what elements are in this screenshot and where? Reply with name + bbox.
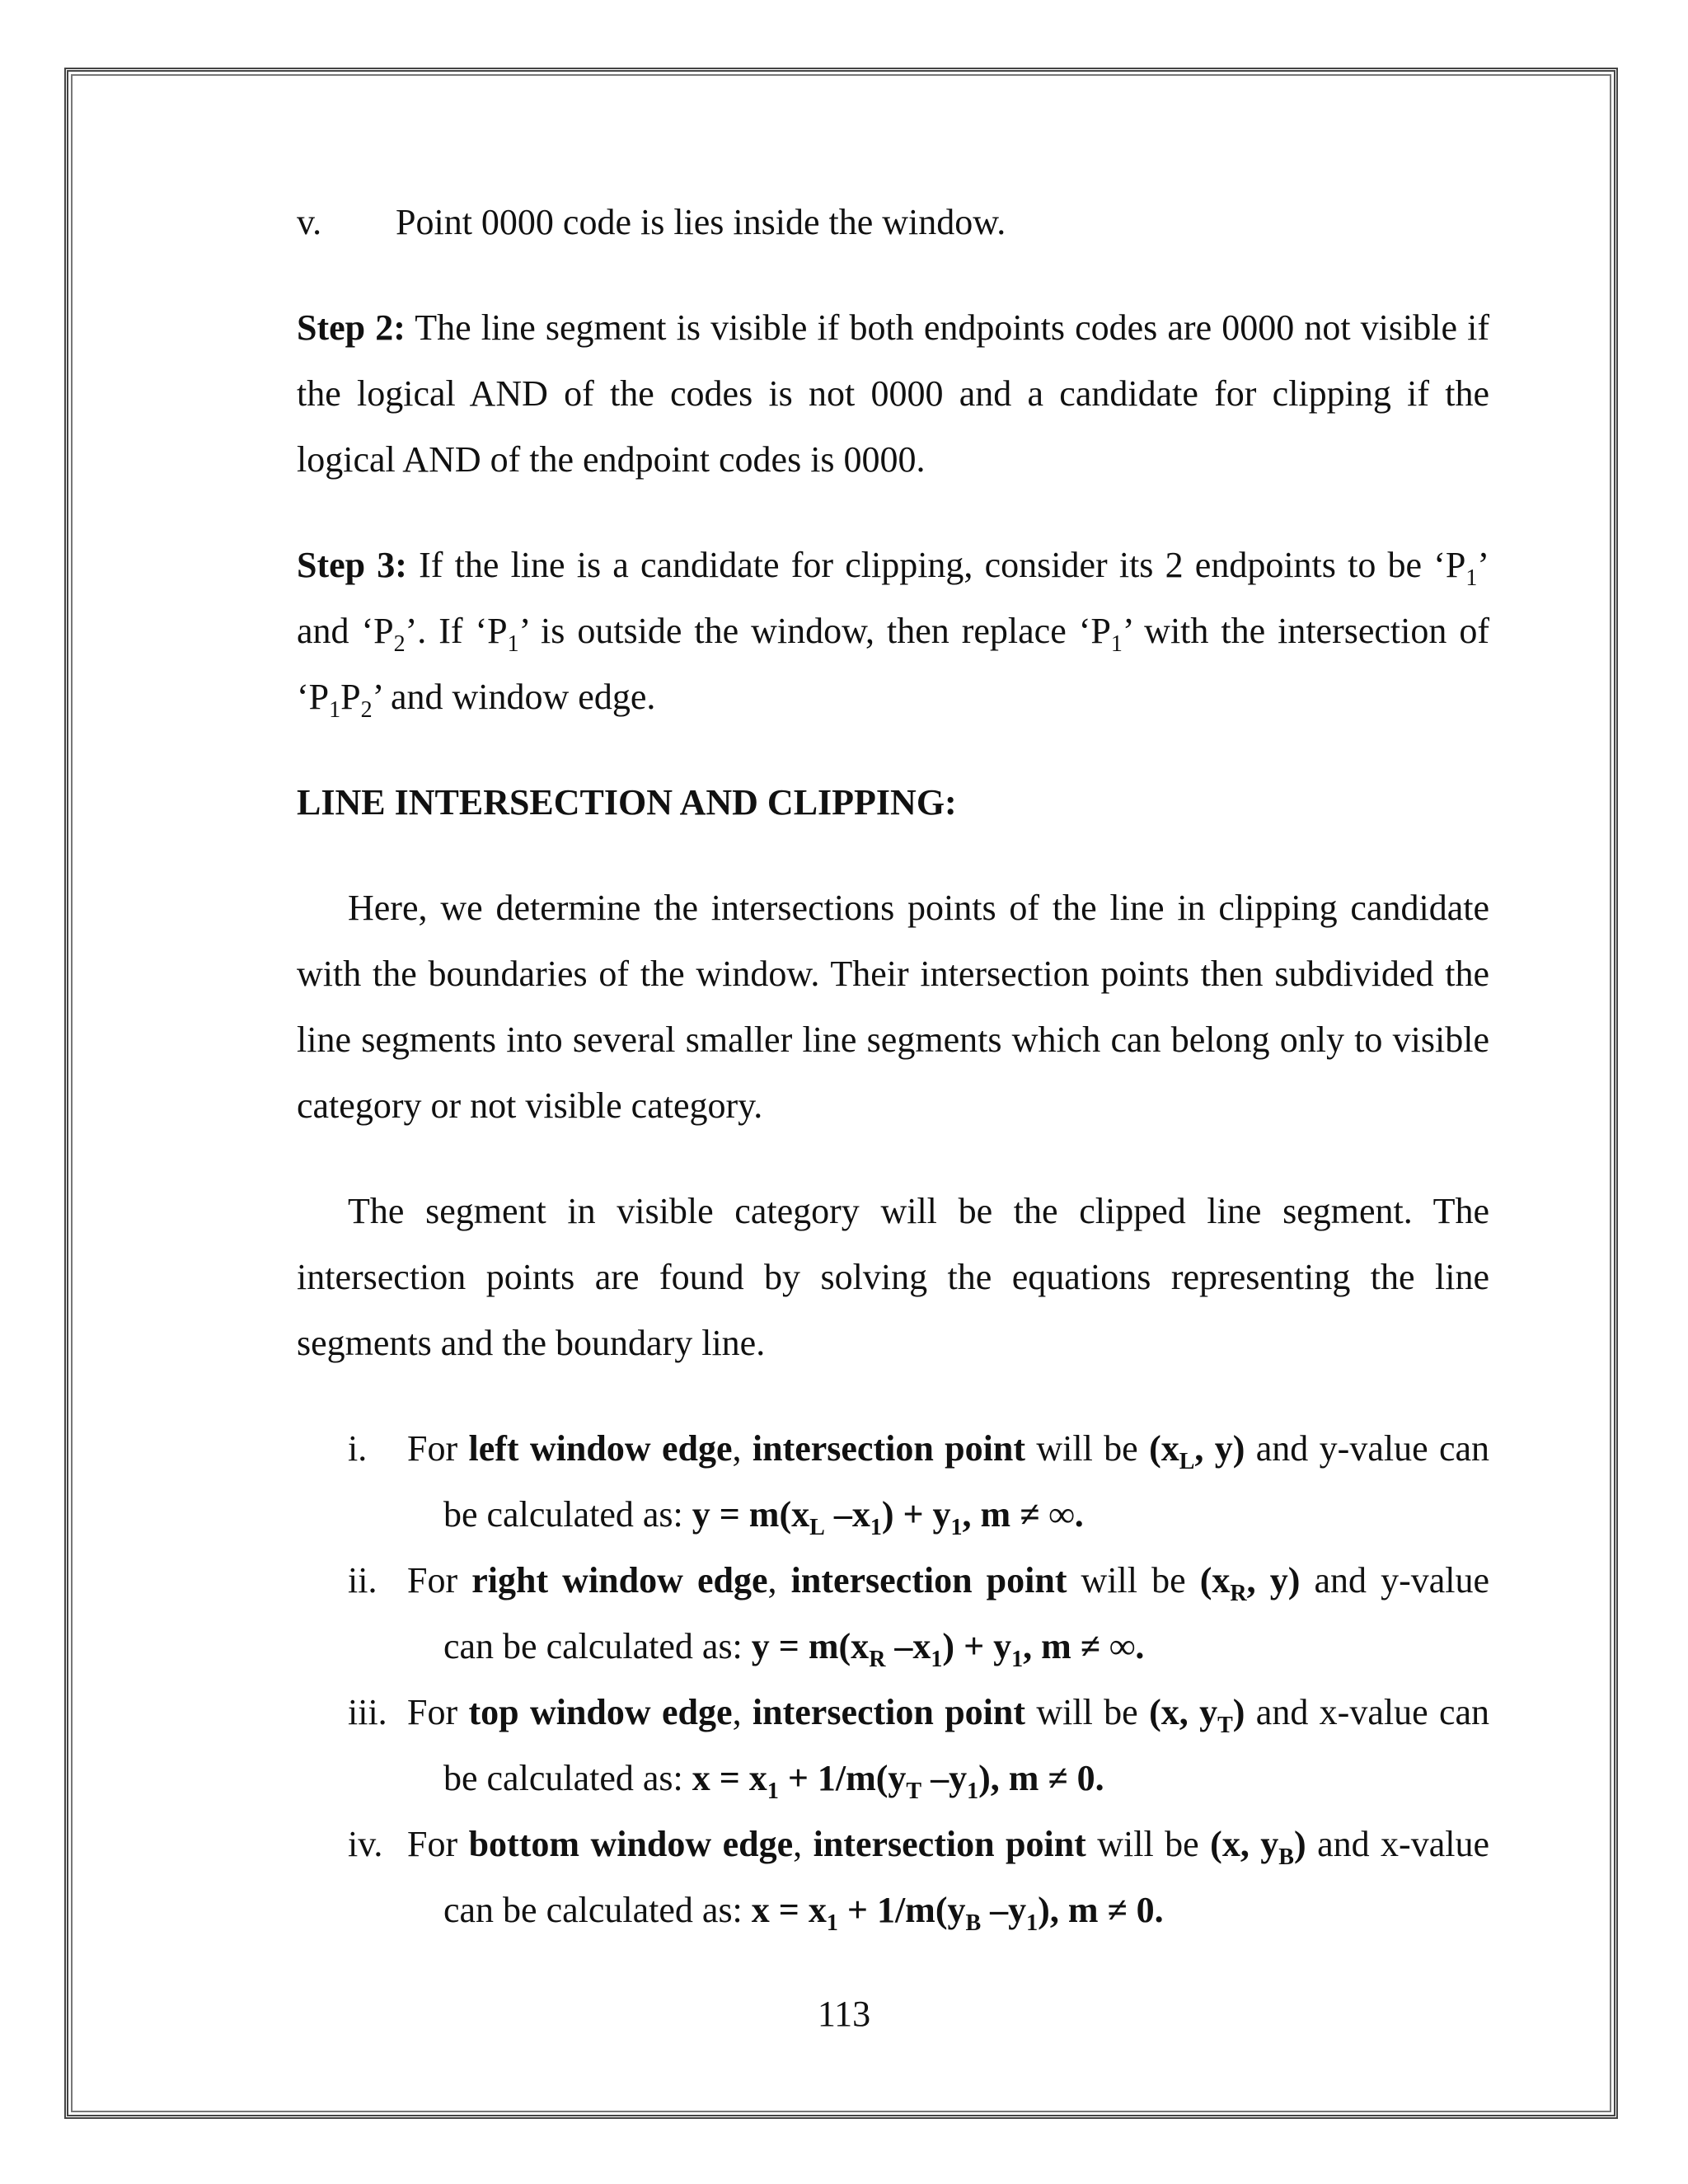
subscript: L [809, 1514, 825, 1540]
list-text: will be [1025, 1692, 1150, 1732]
intersection-point-label: intersection point [813, 1824, 1086, 1864]
subscript: B [965, 1910, 982, 1936]
list-text: and x-value can be calculated as: [443, 1692, 1490, 1798]
subscript: 2 [393, 630, 406, 657]
subscript: T [1217, 1712, 1233, 1738]
formula [751, 1890, 1164, 1936]
subscript: 1 [870, 1514, 882, 1540]
list-text: For [407, 1692, 469, 1732]
list-text: and y-value can be calculated as: [443, 1560, 1490, 1666]
paragraph-visible-category: The segment in visible category will be the clipped line segment. The intersection points are found by solving the equations representing the line segments and the boundary line. [297, 1191, 1489, 1363]
edge-name: bottom window edge [468, 1824, 794, 1864]
list-marker-v: v. [297, 202, 322, 242]
formula-part: , m ≠ ∞. [962, 1494, 1084, 1535]
edge-name: top window edge [468, 1692, 733, 1732]
formula-part: x = x [751, 1890, 827, 1930]
formula-part: ) + y [942, 1626, 1012, 1666]
page-number: 113 [817, 1994, 871, 2034]
subscript: B [1278, 1844, 1294, 1870]
edge-name: right window edge [471, 1560, 768, 1601]
subscript: 1 [950, 1514, 963, 1540]
subscript: L [1179, 1448, 1195, 1474]
formula [751, 1626, 1145, 1672]
formula-part: y = m(x [751, 1626, 870, 1666]
point-part: (x [1149, 1428, 1179, 1469]
list-text: , [793, 1824, 814, 1864]
section-heading: LINE INTERSECTION AND CLIPPING: [297, 782, 957, 823]
point-part: (x, y [1149, 1692, 1218, 1732]
point-part: ) [1293, 1824, 1306, 1864]
intersection-point-label: intersection point [752, 1692, 1026, 1732]
subscript: 1 [767, 1778, 779, 1804]
point-part: (x, y [1210, 1824, 1279, 1864]
step-3-text: ’. If ‘P [405, 611, 508, 651]
list-text: For [407, 1824, 469, 1864]
list-text: , [732, 1692, 753, 1732]
step-3-text: ’ with the intersection of ‘P [297, 611, 1489, 717]
subscript: 1 [1011, 1646, 1024, 1672]
step-3-text: If the line is a candidate for clipping, consider its 2 endpoints to be ‘P [406, 545, 1466, 585]
step-2-paragraph [297, 295, 1489, 493]
list-marker: iv. [348, 1824, 383, 1864]
step-3-text: ’ and ‘P [297, 545, 1489, 651]
list-item [297, 1548, 1489, 1680]
list-item [297, 1680, 1489, 1811]
formula-part: y = m(x [692, 1494, 810, 1535]
list-text: , [767, 1560, 791, 1601]
point-expression [1149, 1692, 1245, 1738]
intersection-point-label: intersection point [752, 1428, 1025, 1469]
formula-part: –x [885, 1626, 931, 1666]
list-text: , [732, 1428, 753, 1469]
intersection-point-label: intersection point [790, 1560, 1067, 1601]
formula-part: –y [921, 1758, 968, 1798]
formula [692, 1758, 1104, 1804]
list-item [297, 1811, 1489, 1943]
formula-part: ) + y [881, 1494, 951, 1535]
step-3-text: ’ is outside the window, then replace ‘P [518, 611, 1111, 651]
page-content [297, 190, 1489, 1943]
subscript: 1 [507, 630, 519, 657]
list-text: will be [1085, 1824, 1211, 1864]
list-marker: i. [348, 1428, 368, 1469]
list-marker: iii. [348, 1692, 387, 1732]
list-text: will be [1025, 1428, 1150, 1469]
point-part: , y) [1194, 1428, 1245, 1469]
edge-name: left window edge [468, 1428, 733, 1469]
subscript: 2 [360, 696, 373, 723]
point-expression [1210, 1824, 1306, 1870]
formula-part: –x [824, 1494, 870, 1535]
subscript: T [906, 1778, 922, 1804]
list-text: For [407, 1428, 469, 1469]
subscript: 1 [1026, 1910, 1039, 1936]
list-text: For [407, 1560, 472, 1601]
step-2-label: Step 2: [297, 307, 406, 348]
paragraph-intersections: Here, we determine the intersections points of the line in clipping candidate with the boundaries of the window. Their intersection points then subdivided the line segments into several smaller line segments which can belong only to visible category or not visible category. [297, 888, 1489, 1126]
list-item-v [297, 190, 1489, 255]
point-part: (x [1199, 1560, 1231, 1601]
point-part: , y) [1246, 1560, 1301, 1601]
subscript: 1 [329, 696, 341, 723]
subscript: 1 [931, 1646, 943, 1672]
step-3-text: P [340, 677, 361, 717]
subscript: R [869, 1646, 886, 1672]
formula-part: + 1/m(y [837, 1890, 966, 1930]
list-marker: ii. [348, 1560, 377, 1601]
formula-part: ), m ≠ 0. [978, 1758, 1104, 1798]
list-item [297, 1416, 1489, 1548]
formula-part: x = x [692, 1758, 767, 1798]
subscript: 1 [826, 1910, 838, 1936]
step-3-text: ’ and window edge. [372, 677, 656, 717]
formula [692, 1494, 1084, 1540]
point-expression [1199, 1560, 1301, 1606]
list-text: and x-value can be calculated as: [443, 1824, 1489, 1930]
formula-part: , m ≠ ∞. [1023, 1626, 1145, 1666]
step-3-paragraph [297, 532, 1489, 730]
list-text-v: Point 0000 code is lies inside the window. [396, 202, 1006, 242]
list-text: will be [1067, 1560, 1200, 1601]
edge-formula-list [297, 1416, 1489, 1943]
subscript: 1 [967, 1778, 979, 1804]
subscript: 1 [1465, 565, 1478, 591]
formula-part: –y [981, 1890, 1027, 1930]
step-3-label: Step 3: [297, 545, 407, 585]
subscript: R [1230, 1580, 1247, 1606]
subscript: 1 [1110, 630, 1123, 657]
list-text: and y-value can be calculated as: [443, 1428, 1490, 1535]
formula-part: + 1/m(y [778, 1758, 907, 1798]
step-2-text: The line segment is visible if both endpoints codes are 0000 not visible if the logical AND of the codes is not 0000 and a candidate for clipping if the logical AND of the endpoint codes is 0000. [297, 307, 1490, 480]
point-expression [1149, 1428, 1245, 1474]
formula-part: ), m ≠ 0. [1038, 1890, 1164, 1930]
point-part: ) [1232, 1692, 1245, 1732]
